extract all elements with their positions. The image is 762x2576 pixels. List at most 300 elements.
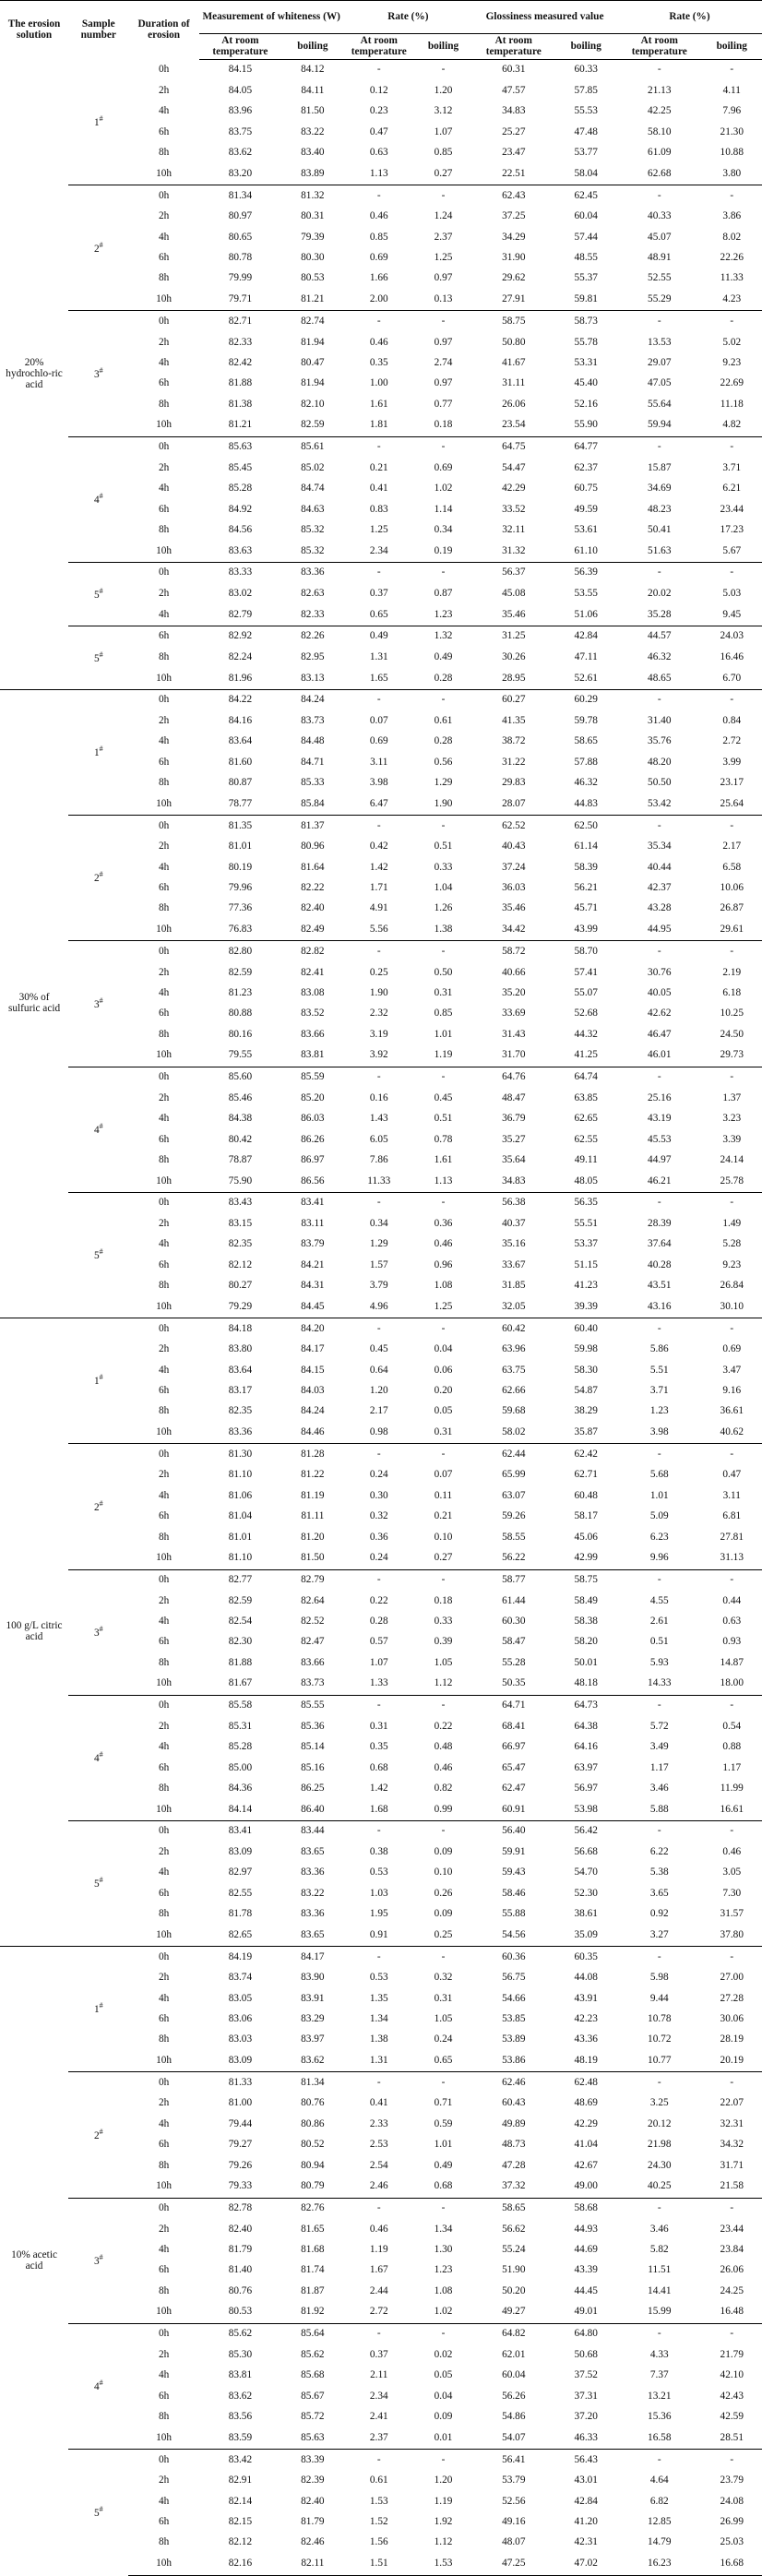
whiteness-room-cell: 82.24	[228, 651, 253, 663]
whiteness-rate-boiling-cell: -	[441, 64, 446, 76]
duration-cell: 0h	[128, 1947, 198, 1968]
gloss-room-cell: 56.41	[472, 2450, 554, 2471]
whiteness-rate-boiling-cell: 1.20	[434, 2475, 453, 2487]
duration-cell: 0h	[128, 816, 198, 837]
whiteness-boiling-cell: 82.79	[281, 1569, 344, 1591]
duration-cell: 4h	[158, 1364, 170, 1376]
gloss-rate-room-cell: 50.50	[648, 777, 672, 789]
whiteness-room-cell: 81.78	[228, 1908, 253, 1920]
whiteness-boiling-cell: 81.34	[281, 2072, 344, 2093]
table-row	[0, 311, 762, 332]
gloss-boiling-cell: 64.38	[574, 1720, 598, 1732]
gloss-boiling-cell: 48.55	[574, 252, 598, 264]
gloss-boiling-cell: 43.36	[574, 2033, 598, 2045]
gloss-room-cell: 35.20	[502, 986, 526, 998]
whiteness-rate-room-cell: 0.35	[369, 1741, 388, 1753]
duration-cell: 8h	[158, 2411, 170, 2423]
whiteness-rate-room-cell: 0.47	[369, 125, 388, 137]
gloss-rate-boiling-cell: -	[702, 816, 762, 837]
gloss-rate-boiling-cell: -	[702, 1192, 762, 1213]
whiteness-room-cell: 81.01	[228, 1531, 253, 1543]
whiteness-boiling-cell: 84.17	[281, 1947, 344, 1968]
whiteness-boiling-cell: 85.61	[281, 436, 344, 458]
gloss-room-cell: 33.52	[502, 503, 526, 515]
erosion-solution-cell: 10% acetic acid	[0, 1947, 68, 2576]
whiteness-rate-boiling-cell: 0.85	[434, 147, 453, 159]
gloss-rate-room-cell: 52.55	[648, 272, 672, 284]
gloss-rate-boiling-cell: 11.99	[720, 1782, 744, 1794]
gloss-room-cell: 53.89	[502, 2033, 526, 2045]
whiteness-rate-room-cell: 0.83	[369, 503, 388, 515]
whiteness-boiling-cell: 80.53	[301, 272, 325, 284]
gloss-rate-boiling-cell: 4.23	[722, 293, 742, 305]
whiteness-boiling-cell: 83.66	[301, 1028, 325, 1040]
gloss-boiling-cell: 48.18	[574, 1677, 598, 1689]
gloss-rate-room-cell: 48.91	[648, 252, 672, 264]
gloss-rate-boiling-cell: 23.44	[720, 503, 744, 515]
gloss-room-cell: 63.96	[502, 1343, 526, 1355]
whiteness-rate-room-cell: 1.43	[369, 1113, 388, 1125]
header-glossiness: Glossiness measured value	[472, 1, 617, 34]
gloss-rate-room-cell: -	[617, 1569, 702, 1591]
duration-cell: 4h	[158, 608, 170, 620]
whiteness-rate-room-cell: 0.63	[369, 147, 388, 159]
whiteness-boiling-cell: 84.12	[301, 64, 325, 76]
gloss-boiling-cell: 42.84	[574, 2495, 598, 2507]
sample-number-cell: 1#	[68, 1947, 128, 2072]
duration-cell: 2h	[158, 85, 170, 97]
gloss-room-cell: 30.26	[502, 651, 526, 663]
gloss-rate-boiling-cell: 6.18	[722, 986, 742, 998]
whiteness-rate-room-cell: 0.37	[369, 587, 388, 599]
gloss-room-cell: 62.43	[472, 185, 554, 207]
duration-cell: 6h	[158, 2013, 170, 2025]
gloss-rate-boiling-cell: 1.49	[722, 1217, 742, 1229]
gloss-rate-boiling-cell: 26.06	[720, 2264, 744, 2276]
gloss-boiling-cell: 48.19	[574, 2055, 598, 2067]
gloss-rate-room-cell: -	[617, 689, 702, 710]
gloss-room-cell: 35.27	[502, 1133, 526, 1145]
whiteness-boiling-cell: 83.44	[281, 1820, 344, 1842]
whiteness-rate-room-cell: 0.12	[369, 85, 388, 97]
gloss-rate-room-cell: 14.33	[648, 1677, 672, 1689]
table-row	[0, 1067, 762, 1088]
whiteness-rate-room-cell: 1.90	[369, 986, 388, 998]
duration-cell: 10h	[156, 1049, 173, 1061]
whiteness-rate-boiling-cell: 1.92	[434, 2515, 453, 2527]
whiteness-rate-room-cell: 0.38	[369, 1846, 388, 1858]
sample-number-cell: 4#	[68, 2323, 128, 2449]
whiteness-rate-room-cell: 1.65	[369, 672, 388, 684]
whiteness-rate-room-cell: 2.34	[369, 2390, 388, 2402]
gloss-rate-boiling-cell: 3.39	[722, 1133, 742, 1145]
whiteness-rate-room-cell: 2.72	[369, 2306, 388, 2318]
duration-cell: 2h	[158, 841, 170, 853]
whiteness-boiling-cell: 83.81	[301, 1049, 325, 1061]
gloss-room-cell: 54.56	[502, 1928, 526, 1940]
duration-cell: 0h	[128, 2198, 198, 2219]
gloss-boiling-cell: 37.31	[574, 2390, 598, 2402]
gloss-boiling-cell: 57.44	[574, 231, 598, 243]
duration-cell: 2h	[158, 461, 170, 473]
whiteness-room-cell: 83.81	[228, 2369, 253, 2381]
gloss-boiling-cell: 62.65	[574, 1113, 598, 1125]
whiteness-rate-boiling-cell: 0.36	[434, 1217, 453, 1229]
whiteness-boiling-cell: 82.64	[301, 1594, 325, 1606]
whiteness-room-cell: 83.74	[228, 1972, 253, 1984]
gloss-rate-room-cell: 14.41	[648, 2284, 672, 2296]
whiteness-room-cell: 82.16	[199, 2553, 281, 2575]
gloss-rate-boiling-cell: 3.71	[722, 461, 742, 473]
gloss-rate-room-cell: 40.33	[648, 210, 672, 222]
gloss-rate-boiling-cell: 3.47	[722, 1364, 742, 1376]
gloss-boiling-cell: 42.31	[574, 2536, 598, 2548]
whiteness-room-cell: 83.02	[228, 587, 253, 599]
duration-cell: 6h	[158, 1761, 170, 1773]
duration-cell: 10h	[156, 1552, 173, 1564]
whiteness-room-cell: 82.42	[228, 356, 253, 368]
gloss-room-cell: 37.24	[502, 861, 526, 873]
gloss-room-cell: 56.75	[502, 1972, 526, 1984]
table-row	[0, 689, 762, 710]
gloss-rate-boiling-cell: 10.25	[720, 1008, 744, 1020]
whiteness-boiling-cell: 81.19	[301, 1489, 325, 1501]
gloss-rate-boiling-cell: 5.28	[722, 1238, 742, 1250]
whiteness-rate-boiling-cell: 0.69	[434, 461, 453, 473]
gloss-room-cell: 55.24	[502, 2244, 526, 2256]
gloss-boiling-cell: 60.48	[574, 1489, 598, 1501]
whiteness-rate-boiling-cell: 2.74	[434, 356, 453, 368]
gloss-rate-room-cell: 40.25	[648, 2180, 672, 2192]
gloss-rate-room-cell: 59.94	[648, 419, 672, 431]
gloss-rate-boiling-cell: 6.58	[722, 861, 742, 873]
gloss-boiling-cell: 55.51	[574, 1217, 598, 1229]
header-rate-gloss: Rate (%)	[617, 1, 762, 34]
gloss-rate-boiling-cell: 0.69	[722, 1343, 742, 1355]
whiteness-rate-room-cell: 2.17	[369, 1405, 388, 1417]
whiteness-room-cell: 83.80	[228, 1343, 253, 1355]
table-row	[0, 2323, 762, 2344]
gloss-rate-boiling-cell: 32.31	[720, 2117, 744, 2129]
gloss-boiling-cell: 56.39	[554, 562, 617, 583]
gloss-rate-room-cell: 40.44	[648, 861, 672, 873]
gloss-rate-room-cell: 0.51	[649, 1636, 669, 1648]
gloss-rate-room-cell: 6.22	[649, 1846, 669, 1858]
table-row	[0, 1947, 762, 1968]
whiteness-rate-room-cell: 0.37	[369, 2348, 388, 2360]
whiteness-rate-boiling-cell: 1.34	[434, 2223, 453, 2235]
whiteness-room-cell: 83.62	[228, 147, 253, 159]
gloss-rate-boiling-cell: 9.16	[722, 1384, 742, 1396]
gloss-room-cell: 62.46	[472, 2072, 554, 2093]
duration-cell: 4h	[158, 483, 170, 495]
whiteness-room-cell: 81.01	[228, 841, 253, 853]
gloss-rate-boiling-cell: 27.81	[720, 1531, 744, 1543]
gloss-boiling-cell: 63.97	[574, 1761, 598, 1773]
gloss-room-cell: 62.01	[502, 2348, 526, 2360]
whiteness-room-cell: 82.55	[228, 1887, 253, 1899]
whiteness-room-cell: 82.30	[228, 1636, 253, 1648]
gloss-room-cell: 56.40	[472, 1820, 554, 1842]
gloss-boiling-cell: 42.23	[574, 2013, 598, 2025]
duration-cell: 6h	[158, 1636, 170, 1648]
whiteness-room-cell: 81.34	[199, 185, 281, 207]
duration-cell: 2h	[158, 2097, 170, 2109]
whiteness-boiling-cell: 83.91	[301, 1992, 325, 2004]
gloss-rate-boiling-cell: 42.10	[720, 2369, 744, 2381]
gloss-rate-boiling-cell: 24.14	[720, 1153, 744, 1165]
gloss-boiling-cell: 60.35	[554, 1947, 617, 1968]
whiteness-rate-room-cell: 1.03	[369, 1887, 388, 1899]
duration-cell: 8h	[158, 777, 170, 789]
gloss-boiling-cell: 58.30	[574, 1364, 598, 1376]
duration-cell: 4h	[158, 1866, 170, 1878]
sample-number-cell: 5#	[68, 626, 128, 689]
whiteness-rate-boiling-cell: 0.34	[434, 523, 453, 535]
sample-number-cell: 5#	[68, 1820, 128, 1946]
gloss-boiling-cell: 58.17	[574, 1510, 598, 1522]
whiteness-rate-boiling-cell: 0.10	[434, 1866, 453, 1878]
whiteness-rate-boiling-cell: 1.25	[434, 1300, 453, 1312]
gloss-rate-room-cell: -	[617, 1820, 702, 1842]
gloss-boiling-cell: 47.11	[574, 651, 598, 663]
whiteness-room-cell: 81.38	[228, 398, 253, 410]
gloss-boiling-cell: 41.04	[574, 2139, 598, 2151]
gloss-room-cell: 37.32	[502, 2180, 526, 2192]
gloss-rate-room-cell: 30.76	[648, 966, 672, 978]
gloss-rate-room-cell: 45.07	[648, 231, 672, 243]
whiteness-room-cell: 79.29	[228, 1300, 253, 1312]
whiteness-rate-boiling-cell: 1.01	[434, 2139, 453, 2151]
gloss-rate-boiling-cell: 42.43	[720, 2390, 744, 2402]
whiteness-room-cell: 85.63	[199, 436, 281, 458]
gloss-rate-room-cell: 16.58	[648, 2431, 672, 2443]
gloss-rate-boiling-cell: -	[702, 1067, 762, 1088]
gloss-rate-boiling-cell: -	[702, 941, 762, 962]
whiteness-rate-boiling-cell: 0.06	[434, 1364, 453, 1376]
duration-cell: 6h	[158, 2390, 170, 2402]
table-row	[0, 1444, 762, 1465]
gloss-rate-room-cell: 31.40	[648, 715, 672, 727]
gloss-rate-room-cell: 3.49	[649, 1741, 669, 1753]
gloss-rate-room-cell: 10.78	[648, 2013, 672, 2025]
duration-cell: 10h	[156, 2055, 173, 2067]
gloss-boiling-cell: 42.99	[574, 1552, 598, 1564]
gloss-rate-boiling-cell: 34.32	[720, 2139, 744, 2151]
whiteness-rate-boiling-cell: -	[414, 185, 472, 207]
table-row	[0, 60, 762, 81]
gloss-room-cell: 59.91	[502, 1846, 526, 1858]
whiteness-rate-room-cell: 0.24	[369, 1469, 388, 1481]
gloss-rate-room-cell: 5.72	[649, 1720, 669, 1732]
duration-cell: 10h	[156, 672, 173, 684]
whiteness-rate-room-cell: 0.30	[369, 1489, 388, 1501]
whiteness-rate-boiling-cell: 1.04	[434, 882, 453, 894]
whiteness-rate-room-cell: 1.68	[369, 1803, 388, 1815]
whiteness-room-cell: 81.96	[228, 672, 253, 684]
whiteness-room-cell: 81.67	[228, 1677, 253, 1689]
whiteness-room-cell: 84.19	[199, 1947, 281, 1968]
whiteness-rate-boiling-cell: 0.49	[434, 651, 453, 663]
gloss-room-cell: 34.29	[502, 231, 526, 243]
whiteness-rate-room-cell: 0.57	[369, 1636, 388, 1648]
whiteness-rate-room-cell: -	[344, 311, 414, 332]
gloss-boiling-cell: 56.97	[574, 1782, 598, 1794]
gloss-rate-room-cell: 35.28	[648, 608, 672, 620]
gloss-rate-boiling-cell: 26.99	[720, 2515, 744, 2527]
gloss-boiling-cell: 45.40	[574, 377, 598, 389]
whiteness-rate-boiling-cell: 0.51	[434, 841, 453, 853]
whiteness-rate-room-cell: -	[344, 2198, 414, 2219]
gloss-boiling-cell: 41.20	[574, 2515, 598, 2527]
gloss-boiling-cell: 41.25	[574, 1049, 598, 1061]
gloss-boiling-cell: 50.01	[574, 1656, 598, 1668]
gloss-boiling-cell: 45.71	[574, 902, 598, 914]
gloss-room-cell: 58.55	[502, 1531, 526, 1543]
gloss-rate-room-cell: -	[617, 2198, 702, 2219]
gloss-rate-room-cell: 35.34	[648, 841, 672, 853]
whiteness-rate-boiling-cell: 0.50	[434, 966, 453, 978]
whiteness-rate-boiling-cell: 0.48	[434, 1741, 453, 1753]
gloss-room-cell: 45.08	[502, 587, 526, 599]
gloss-rate-boiling-cell: 31.57	[720, 1908, 744, 1920]
whiteness-rate-boiling-cell: -	[414, 941, 472, 962]
whiteness-rate-boiling-cell: 0.28	[434, 735, 453, 747]
gloss-boiling-cell: 58.20	[574, 1636, 598, 1648]
gloss-rate-room-cell: 51.63	[648, 544, 672, 556]
whiteness-rate-room-cell: 3.11	[370, 756, 388, 768]
table-row	[0, 941, 762, 962]
whiteness-rate-room-cell: 1.31	[369, 2055, 388, 2067]
whiteness-boiling-cell: 81.79	[301, 2515, 325, 2527]
whiteness-boiling-cell: 85.62	[301, 2348, 325, 2360]
header-boiling: boiling	[554, 34, 617, 60]
duration-cell: 2h	[158, 1720, 170, 1732]
whiteness-room-cell: 83.20	[228, 167, 253, 179]
duration-cell: 0h	[128, 1192, 198, 1213]
gloss-rate-boiling-cell: 18.00	[720, 1677, 744, 1689]
whiteness-rate-room-cell: 2.37	[369, 2431, 388, 2443]
gloss-rate-room-cell: 29.07	[648, 356, 672, 368]
whiteness-rate-room-cell: -	[344, 1947, 414, 1968]
gloss-room-cell: 62.66	[502, 1384, 526, 1396]
whiteness-rate-room-cell: 0.32	[369, 1510, 388, 1522]
gloss-rate-boiling-cell: 5.02	[722, 336, 742, 348]
whiteness-boiling-cell: 82.22	[301, 882, 325, 894]
whiteness-rate-boiling-cell: 0.01	[434, 2431, 453, 2443]
whiteness-rate-room-cell: -	[344, 2323, 414, 2344]
whiteness-boiling-cell: 83.39	[281, 2450, 344, 2471]
whiteness-rate-boiling-cell: 1.38	[434, 924, 453, 936]
gloss-rate-room-cell: 53.42	[648, 797, 672, 809]
gloss-rate-boiling-cell: 16.48	[720, 2306, 744, 2318]
sample-number-cell: 4#	[68, 1067, 128, 1192]
whiteness-boiling-cell: 80.96	[301, 841, 325, 853]
whiteness-room-cell: 83.75	[228, 125, 253, 137]
whiteness-rate-boiling-cell: 1.13	[434, 1175, 453, 1187]
whiteness-room-cell: 78.77	[228, 797, 253, 809]
gloss-room-cell: 60.43	[502, 2097, 526, 2109]
whiteness-rate-boiling-cell: 0.87	[434, 587, 453, 599]
duration-cell: 2h	[158, 1594, 170, 1606]
gloss-rate-room-cell: 9.44	[649, 1992, 669, 2004]
gloss-room-cell: 31.22	[502, 756, 526, 768]
gloss-boiling-cell: 64.77	[554, 436, 617, 458]
whiteness-rate-room-cell: 6.05	[369, 1133, 388, 1145]
gloss-rate-boiling-cell: 16.68	[702, 2553, 762, 2575]
duration-cell: 2h	[158, 1469, 170, 1481]
gloss-room-cell: 60.27	[472, 689, 554, 710]
whiteness-rate-boiling-cell: 0.07	[434, 1469, 453, 1481]
whiteness-rate-room-cell: -	[344, 941, 414, 962]
whiteness-boiling-cell: 81.32	[281, 185, 344, 207]
gloss-rate-boiling-cell: 29.61	[720, 924, 744, 936]
gloss-room-cell: 34.83	[502, 1175, 526, 1187]
whiteness-rate-boiling-cell: 1.26	[434, 902, 453, 914]
gloss-rate-room-cell: 28.39	[648, 1217, 672, 1229]
table-row	[0, 185, 762, 207]
duration-cell: 8h	[158, 1531, 170, 1543]
whiteness-boiling-cell: 81.68	[301, 2244, 325, 2256]
whiteness-room-cell: 77.36	[228, 902, 253, 914]
duration-cell: 0h	[128, 2072, 198, 2093]
whiteness-rate-boiling-cell: 0.05	[434, 1405, 453, 1417]
duration-cell: 0h	[158, 64, 170, 76]
gloss-rate-boiling-cell: 3.86	[722, 210, 742, 222]
whiteness-rate-boiling-cell: 0.22	[434, 1720, 453, 1732]
whiteness-boiling-cell: 83.89	[301, 167, 325, 179]
gloss-rate-boiling-cell: 7.96	[722, 105, 742, 117]
gloss-room-cell: 36.79	[502, 1113, 526, 1125]
whiteness-boiling-cell: 83.65	[301, 1846, 325, 1858]
whiteness-boiling-cell: 83.41	[281, 1192, 344, 1213]
whiteness-room-cell: 85.31	[228, 1720, 253, 1732]
gloss-rate-room-cell: -	[617, 1947, 702, 1968]
gloss-rate-room-cell: 3.27	[649, 1928, 669, 1940]
gloss-rate-boiling-cell: 26.84	[720, 1280, 744, 1292]
gloss-room-cell: 54.86	[502, 2411, 526, 2423]
duration-cell: 2h	[158, 1343, 170, 1355]
gloss-rate-boiling-cell: -	[702, 1820, 762, 1842]
gloss-room-cell: 50.20	[502, 2284, 526, 2296]
gloss-rate-boiling-cell: 0.93	[722, 1636, 742, 1648]
header-row-1	[0, 1, 762, 34]
whiteness-rate-room-cell: 0.53	[369, 1866, 388, 1878]
duration-cell: 10h	[156, 167, 173, 179]
gloss-rate-room-cell: 5.68	[649, 1469, 669, 1481]
duration-cell: 4h	[158, 1615, 170, 1627]
whiteness-room-cell: 85.28	[228, 1741, 253, 1753]
whiteness-rate-boiling-cell: -	[414, 436, 472, 458]
whiteness-rate-boiling-cell: 1.19	[434, 1049, 453, 1061]
whiteness-rate-room-cell: 0.98	[369, 1425, 388, 1437]
whiteness-boiling-cell: 83.40	[301, 147, 325, 159]
whiteness-boiling-cell: 83.08	[301, 986, 325, 998]
whiteness-rate-boiling-cell: 1.32	[414, 626, 472, 647]
gloss-boiling-cell: 45.06	[574, 1531, 598, 1543]
whiteness-rate-room-cell: 2.11	[370, 2369, 388, 2381]
gloss-rate-room-cell: 48.20	[648, 756, 672, 768]
duration-cell: 6h	[158, 1887, 170, 1899]
whiteness-room-cell: 82.40	[228, 2223, 253, 2235]
whiteness-rate-room-cell: 0.49	[344, 626, 414, 647]
gloss-boiling-cell: 49.00	[574, 2180, 598, 2192]
duration-cell: 4h	[158, 1489, 170, 1501]
whiteness-rate-boiling-cell: 0.05	[434, 2369, 453, 2381]
gloss-rate-room-cell: 5.98	[649, 1972, 669, 1984]
whiteness-rate-boiling-cell: 1.01	[434, 1028, 453, 1040]
whiteness-rate-room-cell: 0.23	[369, 105, 388, 117]
